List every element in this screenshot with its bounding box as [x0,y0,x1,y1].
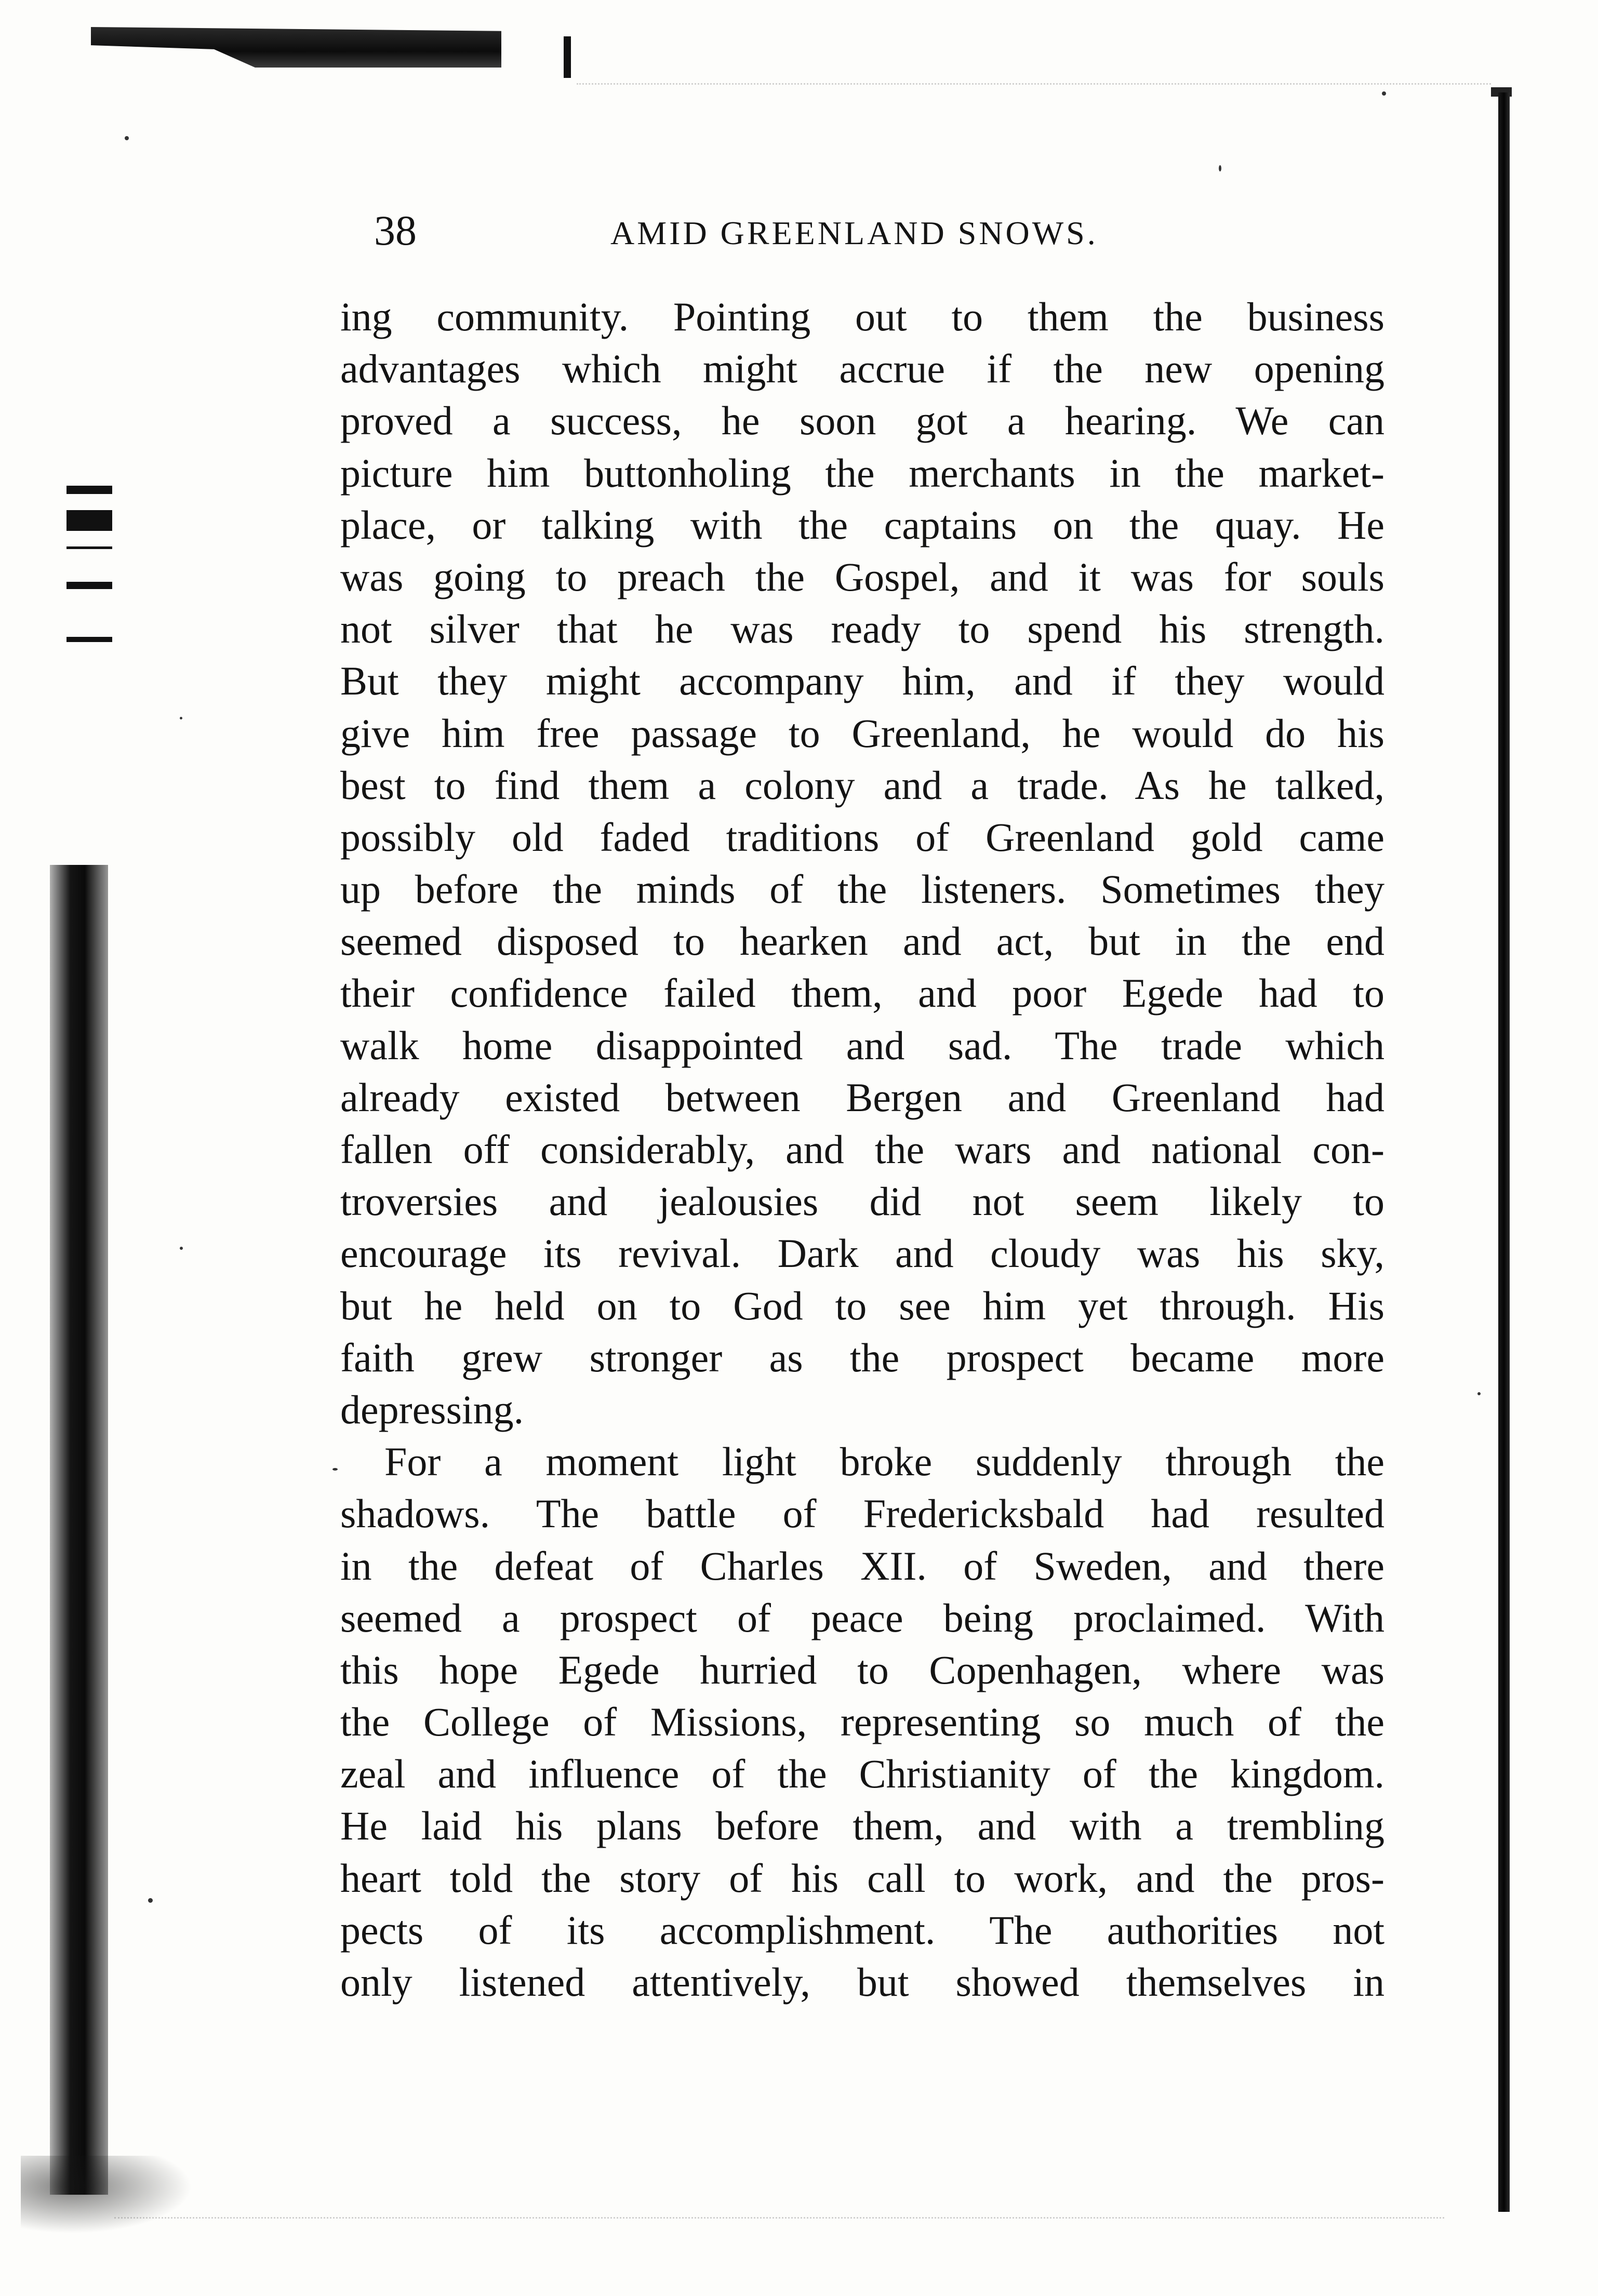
text-line: faith grew stronger as the prospect became more [340,1334,1384,1380]
text-line: picture him buttonholing the merchants in the market- [340,450,1384,496]
text-line: ing community. Pointing out to them the business [340,294,1384,339]
scan-edge-right [1498,92,1510,2212]
scan-dust-line-top [577,83,1491,86]
margin-mark [66,510,112,531]
margin-mark [66,486,112,494]
scan-edge-left [50,865,108,2195]
text-line: not silver that he was ready to spend his strength. [340,606,1384,652]
paragraph-end-line: depressing. [340,1386,524,1432]
scan-speck [180,717,182,719]
book-title: AMID GREENLAND SNOWS. [610,215,1098,251]
text-line: give him free passage to Greenland, he would do his [340,710,1384,756]
text-line: this hope Egede hurried to Copenhagen, where was [340,1647,1384,1692]
running-header [374,207,1491,254]
scan-speck [1382,91,1386,96]
scan-speck [1477,1392,1481,1395]
text-line: only listened attentively, but showed themselves in [340,1959,1384,2005]
text-line: seemed disposed to hearken and act, but in the end [340,918,1384,964]
text-line: advantages which might accrue if the new opening [340,346,1384,392]
margin-mark [66,637,112,642]
text-line: place, or talking with the captains on the quay. He [340,502,1384,548]
text-line: seemed a prospect of peace being proclaimed. With [340,1595,1384,1640]
scan-dust-line-bottom [114,2217,1444,2220]
text-line: encourage its revival. Dark and cloudy was his sky, [340,1231,1384,1276]
scan-tick-mark [564,36,571,78]
body-text [340,291,1384,2008]
paragraph-start-line: For a moment light broke suddenly through the [384,1439,1384,1485]
scan-speck [148,1898,153,1903]
margin-mark [66,546,112,549]
margin-mark [66,582,112,589]
text-line: already existed between Bergen and Greenland had [340,1074,1384,1120]
text-line: He laid his plans before them, and with a trembling [340,1803,1384,1849]
text-line: but he held on to God to see him yet through. His [340,1283,1384,1328]
text-line: walk home disappointed and sad. The trade which [340,1022,1384,1068]
text-line: their confidence failed them, and poor Egede had to [340,970,1384,1016]
text-line: troversies and jealousies did not seem likely to [340,1179,1384,1224]
text-line: heart told the story of his call to work, and the pros- [340,1855,1384,1901]
text-line: pects of its accomplishment. The authorities not [340,1907,1384,1953]
text-line: the College of Missions, representing so much of the [340,1699,1384,1745]
scan-speck [180,1247,183,1250]
scan-shadow-bottom-left [21,2156,192,2234]
page-number: 38 [374,207,417,254]
text-line: But they might accompany him, and if they would [340,658,1384,704]
scan-edge-mark-top [91,27,501,68]
text-line: up before the minds of the listeners. Sometimes they [340,866,1384,912]
scan-speck [125,136,129,140]
scan-speck [332,1468,338,1471]
text-line: best to find them a colony and a trade. As he talked, [340,762,1384,808]
text-line: was going to preach the Gospel, and it was for souls [340,554,1384,599]
text-line: in the defeat of Charles XII. of Sweden, and there [340,1543,1384,1588]
text-line: fallen off considerably, and the wars and national con- [340,1127,1384,1172]
text-line: proved a success, he soon got a hearing. We can [340,398,1384,444]
text-line: zeal and influence of the Christianity of the kingdom. [340,1751,1384,1797]
text-line: possibly old faded traditions of Greenland gold came [340,814,1384,860]
text-line: shadows. The battle of Fredericksbald had resulted [340,1491,1384,1537]
scan-speck [1219,165,1221,171]
